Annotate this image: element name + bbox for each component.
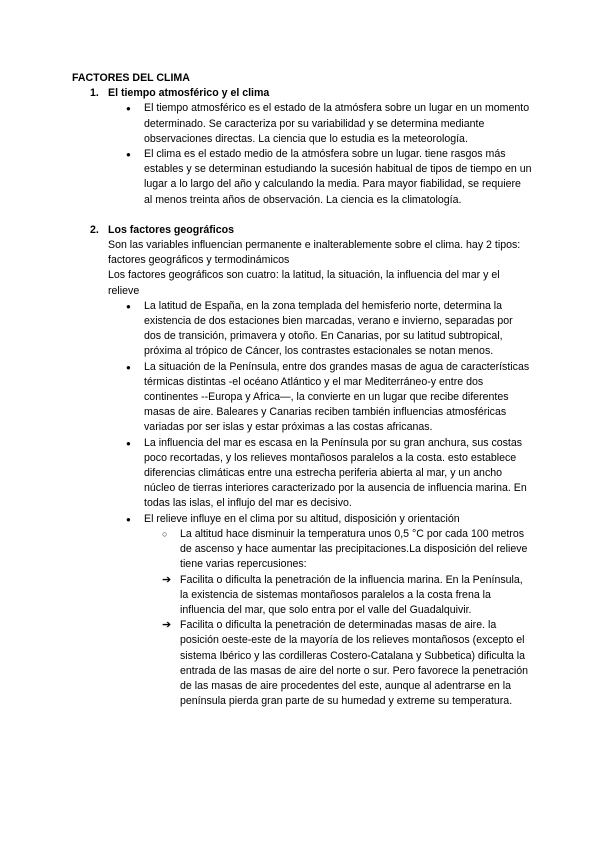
section-heading-text: Los factores geográficos: [108, 223, 234, 236]
bullet-list: [72, 101, 532, 207]
sub-bullet-marker: ○: [162, 528, 168, 539]
sub-list-item: [72, 527, 532, 573]
bullet-marker: ●: [126, 104, 131, 114]
section-2: [72, 223, 532, 710]
list-item: [72, 436, 532, 512]
list-item-text: La situación de la Península, entre dos grandes masas de agua de características térmicas distintas -el océano Atlántico y el mar Mediterráneo-y entre dos continentes --Europa y Africa—, la convierte en un lugar que recibe diferentes masas de aire. Baleares y Canarias reciben también influencias atmosféricas variadas por ser islas y estar próximas a las costas africanas.: [144, 360, 530, 434]
bullet-marker: ●: [126, 514, 131, 524]
list-item: [72, 299, 532, 360]
bullet-list: [72, 299, 532, 709]
bullet-marker: ●: [126, 301, 131, 311]
bullet-marker: ●: [126, 438, 131, 448]
section-number: 1.: [90, 87, 99, 100]
arrow-list-item-text: Facilita o dificulta la penetración de determinadas masas de aire. la posición oeste-este de la mayoría de los relieves montañosos (excepto el sistema Ibérico y las cordilleras Costero-Catalana y Subbetica) dificulta la entrada de las masas de aire del norte o sur. Pero favorece la penetración de las masas de aire procedentes del este, aunque al adentrarse en la península pierda gran parte de su humedad y extreme su temperatura.: [180, 619, 529, 708]
section-heading: [72, 223, 532, 238]
list-item: [72, 360, 532, 436]
list-item-text: El relieve influye en el clima por su altitud, disposición y orientación: [144, 512, 460, 525]
section-heading: [72, 86, 532, 101]
section-heading-text: El tiempo atmosférico y el clima: [108, 87, 270, 100]
list-item-text: La influencia del mar es escasa en la Península por su gran anchura, sus costas poco recortadas, y los relieves montañosos paralelos a la costa. esto establece diferencias climáticas entre una estrecha periferia abierta al mar, y un ancho núcleo de tierras interiores caracterizado por la ausencia de influencia marina. En todas las islas, el influjo del mar es decisivo.: [144, 436, 527, 510]
arrow-list-item-text: Facilita o dificulta la penetración de la influencia marina. En la Península, la existencia de sistemas montañosos paralelos a la costa frena la influencia del mar, que solo entra por el valle del Guadalquivir.: [180, 573, 523, 616]
arrow-icon: ➔: [162, 619, 172, 632]
list-item: [72, 512, 532, 527]
section-intro: Son las variables influencian permanente e inalterablemente sobre el clima. hay 2 tipos: factores geográficos y termodinámicos: [108, 239, 521, 267]
list-item-text: El tiempo atmosférico es el estado de la atmósfera sobre un lugar en un momento determinado. Se caracteriza por su variabilidad y se determina mediante observaciones directas. La ciencia que lo estudia es la meteorología.: [144, 102, 530, 145]
section-intro-2: Los factores geográficos son cuatro: la latitud, la situación, la influencia del mar y el relieve: [108, 269, 500, 297]
bullet-marker: ●: [126, 150, 131, 160]
arrow-list-item: [72, 573, 532, 619]
sub-list-item-text: La altitud hace disminuir la temperatura unos 0,5 °C por cada 100 metros de ascenso y hace aumentar las precipitaciones.La disposición del relieve tiene varias repercusiones:: [180, 527, 528, 571]
bullet-marker: ●: [126, 362, 131, 372]
arrow-list-item: [72, 618, 532, 709]
list-item-text: El clima es el estado medio de la atmósfera sobre un lugar. tiene rasgos más estables y se determinan estudiando la sucesión habitual de tipos de tiempo en un lugar a lo largo del año y calculando la media. Para mayor fiabilidad, se requiere al menos treinta años de observación. La ciencia es la climatología.: [144, 148, 532, 206]
list-item: [72, 147, 532, 208]
document-body: [72, 71, 532, 709]
list-item-text: La latitud de España, en la zona templada del hemisferio norte, determina la existencia de dos estaciones bien marcadas, verano e invierno, separadas por dos de transición, primavera y otoño. En Canarias, por su latitud subtropical, próxima al trópico de Cáncer, los contrastes estacionales se notan menos.: [144, 299, 513, 358]
list-item: [72, 101, 532, 147]
section-1: [72, 86, 532, 208]
arrow-icon: ➔: [162, 573, 172, 586]
section-number: 2.: [90, 223, 99, 236]
document-title: FACTORES DEL CLIMA: [72, 72, 190, 84]
